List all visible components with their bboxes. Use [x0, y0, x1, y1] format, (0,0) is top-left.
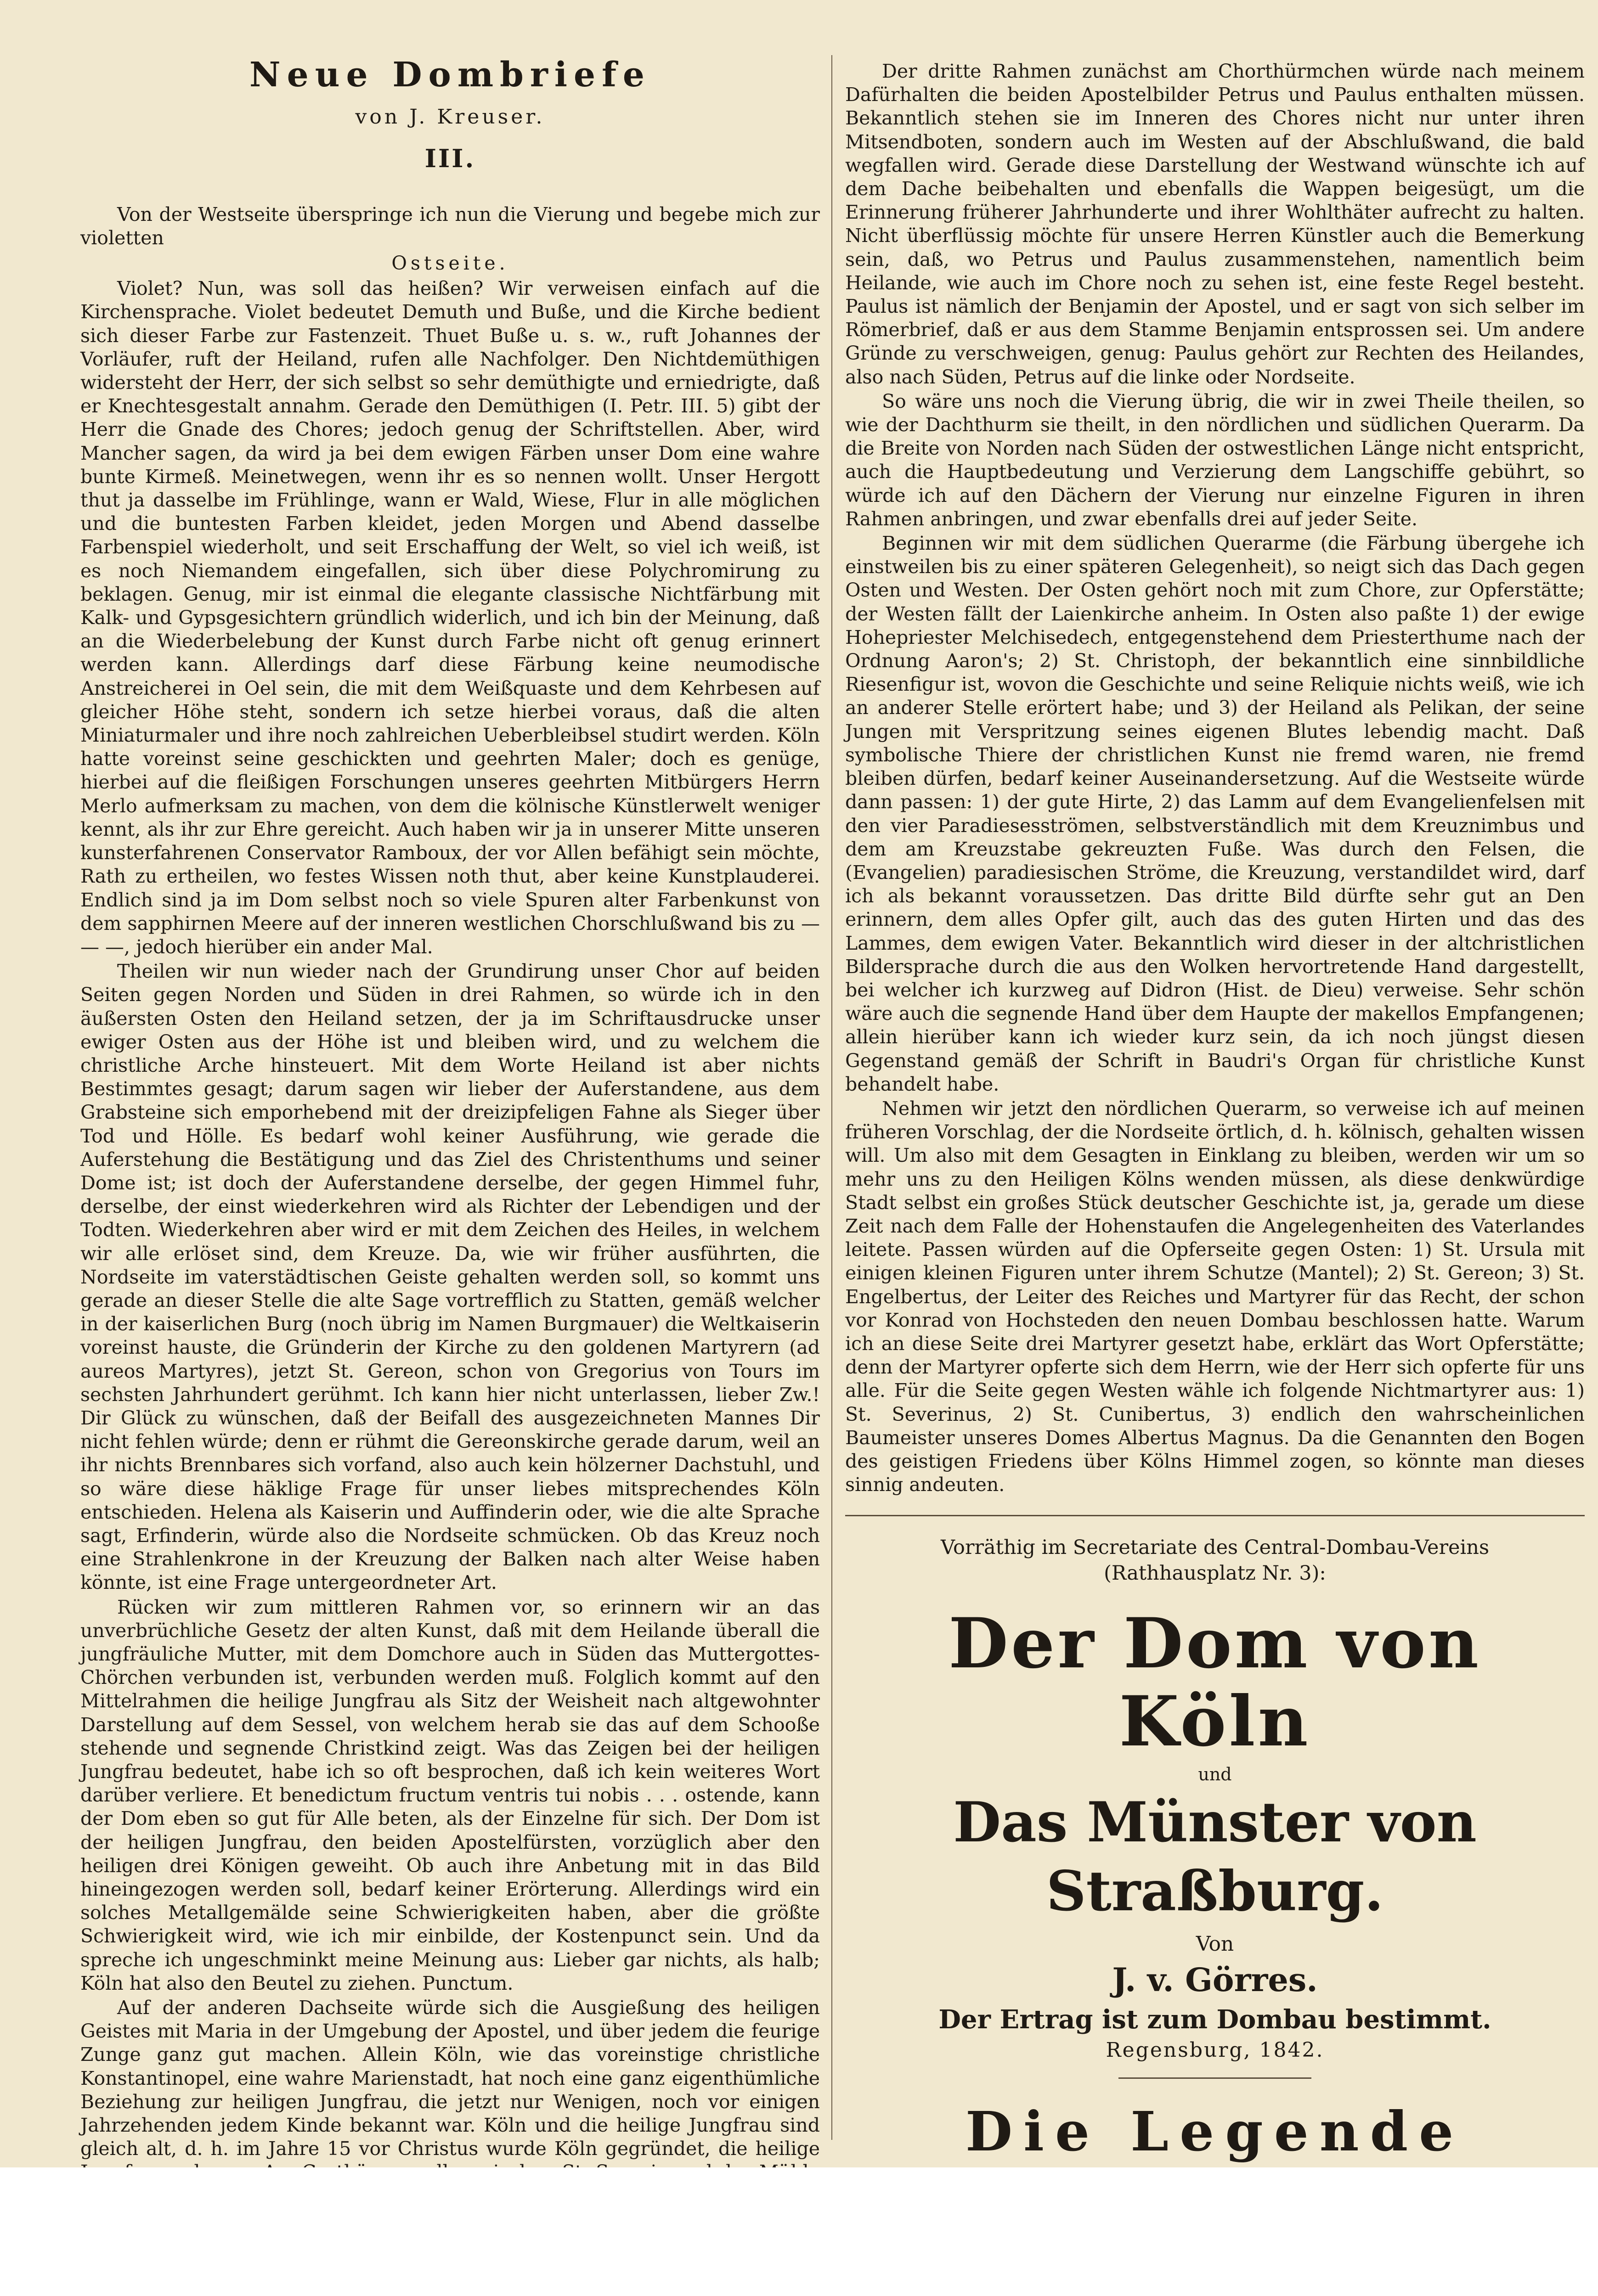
- paragraph: Theilen wir nun wieder nach der Grundirung unser Chor auf beiden Seiten gegen Norden und Süden in drei Rahmen, so würde ich in den äußersten Osten den Heiland setzen, der ja im Schriftausdrucke unser ewiger Osten aus der Höhe ist und bleiben wird, und zu welchem die christliche Arche hinsteuert. Mit dem Worte Heiland ist aber nichts Bestimmtes gesagt; darum sagen wir lieber der Auferstandene, aus dem Grabsteine sich emporhebend mit der dreizipfeligen Fahne als Sieger über Tod und Hölle. Es bedarf wohl keiner Ausführung, wie gerade die Auferstehung die Bestätigung und das Ziel des Christenthums und seiner Dome ist; ist doch der Auferstandene derselbe, der gegen Himmel fuhr, derselbe, der einst wiederkehren wird als Richter der Lebendigen und der Todten. Wiederkehren aber wird er mit dem Zeichen des Heiles, in welchem wir alle erlöset sind, dem Kreuze. Da, wie wir früher ausführten, die Nordseite im vaterstädtischen Geiste gehalten werden soll, so kommt uns gerade an dieser Stelle die alte Sage vortrefflich zu Statten, gemäß welcher in der kaiserlichen Burg (noch übrig im Namen Burgmauer) die Weltkaiserin voreinst hauste, die Gründerin der Kirche zu den goldenen Martyrern (ad aureos Martyres), jetzt St. Gereon, schon von Gregorius von Tours im sechsten Jahrhundert gerühmt. Ich kann hier nicht unterlassen, lieber Zw.! Dir Glück zu wünschen, daß der Beifall des ausgezeichneten Mannes Dir nicht fehlen würde; denn er rühmt die Gereonskirche gerade darum, weil an ihr nichts Brennbares sich vorfand, also auch kein hölzerner Dachstuhl, und so wäre diese häklige Frage für unser liebes mitsprechendes Köln entschieden. Helena als Kaiserin und Auffinderin oder, wie die alte Sprache sagt, Erfinderin, würde also die Nordseite schmücken. Ob das Kreuz noch eine Strahlenkrone in der Kreuzung der Balken nach alter Weise haben könnte, ist eine Frage untergeordneter Art.: [80, 960, 820, 1594]
- paragraph: Nehmen wir jetzt den nördlichen Querarm, so verweise ich auf meinen früheren Vorschlag, der die Nordseite örtlich, d. h. kölnisch, gehalten wissen will. Um also mit dem Gesagten in Einklang zu bleiben, werden wir um so mehr uns zu den Heiligen Kölns wenden müssen, als diese denkwürdige Stadt selbst ein großes Stück deutscher Geschichte ist, ja, gerade um diese Zeit nach dem Falle der Hohenstaufen die Angelegenheiten des Vaterlandes leitete. Passen würden auf die Opferseite gegen Osten: 1) St. Ursula mit einigen kleinen Figuren unter ihrem Schutze (Mantel); 2) St. Gereon; 3) St. Engelbertus, der Leiter des Reiches und Martyrer für das Recht, der schon vor Konrad von Hochsteden den neuen Dombau beschlossen hatte. Warum ich an diese Seite drei Martyrer gesetzt habe, erklärt das Wort Opferstätte; denn der Martyrer opferte sich dem Herrn, wie der Herr sich opferte für uns alle. Für die Seite gegen Westen wähle ich folgende Nichtmartyrer aus: 1) St. Severinus, 2) St. Cunibertus, 3) endlich den wahrscheinlichen Baumeister unseres Domes Albertus Magnus. Da die Genannten den Bogen des geistigen Friedens über Kölns Himmel zogen, so könnte man dieses sinnig andeuten.: [845, 1097, 1585, 1496]
- ad-und: und: [1198, 1764, 1232, 1785]
- ad-intro-line: Vorräthig im Secretariate des Central-Dombau-Vereins: [940, 1536, 1490, 1559]
- section-subhead: Ostseite.: [391, 252, 509, 275]
- article-lead: Von der Westseite überspringe ich nun die Vierung und begebe mich zur violetten: [80, 203, 820, 249]
- ad-book1-note: Der Ertrag ist zum Dombau bestimmt.: [938, 2004, 1491, 2035]
- ad-intro-line: (Rathhausplatz Nr. 3):: [1104, 1562, 1326, 1585]
- ad-divider: [1118, 2077, 1311, 2079]
- article-title: Neue Dombriefe: [249, 55, 651, 95]
- ad-book1-author: J. v. Görres.: [1112, 1961, 1318, 1999]
- viewer-footer: [0, 2167, 1598, 2296]
- section-rule: [845, 1515, 1585, 1516]
- paragraph: Violet? Nun, was soll das heißen? Wir verweisen einfach auf die Kirchensprache. Violet bedeutet Demuth und Buße, und die Kirche bedient sich dieser Farbe zur Fastenzeit. Thuet Buße u. s. w., ruft Johannes der Vorläufer, ruft der Heiland, rufen alle Nachfolger. Den Nichtdemüthigen widersteht der Herr, der sich selbst so sehr demüthigte und erniedrigte, daß er Knechtesgestalt annahm. Gerade den Demüthigen (I. Petr. III. 5) gibt der Herr die Gnade des Chores; jedoch genug der Schriftstellen. Aber, wird Mancher sagen, da wird ja bei dem ewigen Färben unser Dom eine wahre bunte Kirmeß. Meinetwegen, wenn ihr es so nennen wollt. Unser Hergott thut ja dasselbe im Frühlinge, wann er Wald, Wiese, Flur in alle möglichen und die buntesten Farben kleidet, jeden Morgen und Abend dasselbe Farbenspiel wiederholt, und seit Erschaffung der Welt, so viel ich weiß, ist es noch Niemandem eingefallen, sich über diese Polychromirung zu beklagen. Genug, mir ist einmal die elegante classische Nichtfärbung mit Kalk- und Gypsgesichtern gründlich widerlich, und ich bin der Meinung, daß an die Wiederbelebung der Kunst durch Farbe nicht oft genug erinnert werden kann. Allerdings darf diese Färbung keine neumodische Anstreicherei in Oel sein, die mit dem Weißquaste und dem Kehrbesen auf gleicher Höhe steht, sondern ich setze hierbei voraus, daß die alten Miniaturmaler und ihre noch zahlreichen Ueberbleibsel studirt werden. Köln hatte voreinst seine geschickten und geehrten Maler; doch es genüge, hierbei auf die fleißigen Forschungen unseres geehrten Mitbürgers Herrn Merlo aufmerksam zu machen, von dem die kölnische Künstlerwelt weniger kennt, als ihr zur Ehre gereicht. Auch haben wir ja in unserer Mitte unseren kunsterfahrenen Conservator Ramboux, der vor Allen befähigt sein möchte, Rath zu ertheilen, wo festes Wissen noth thut, aber keine Kunstplauderei. Endlich sind ja im Dom selbst noch so viele Spuren alter Farbenkunst von dem sapphirnen Meere auf der inneren westlichen Chorschlußwand bis zu — — —, jedoch hierüber ein ander Mal.: [80, 277, 820, 958]
- right-column: [845, 60, 1585, 2296]
- ad-book2-title1: Die Legende: [965, 2099, 1465, 2164]
- paragraph: Beginnen wir mit dem südlichen Querarme (die Färbung übergehe ich einstweilen bis zu einer späteren Gelegenheit), so neigt sich das Dach gegen Osten und Westen. Der Osten gehört noch mit zum Chore, zur Opferstätte; der Westen fällt der Laienkirche anheim. In Osten also paßte 1) der ewige Hohepriester Melchisedech, entgegenstehend dem Priesterthume nach der Ordnung Aaron's; 2) St. Christoph, der bekanntlich eine sinnbildliche Riesenfigur ist, wovon die Geschichte und seine Reliquie nichts weiß, wie ich an anderer Stelle erörtert habe; und 3) der Heiland als Pelikan, der seine Jungen mit Verspritzung seines eigenen Blutes lebendig macht. Daß symbolische Thiere der christlichen Kunst nie fremd waren, nie fremd bleiben dürfen, bedarf keiner Auseinandersetzung. Auf die Westseite würde dann passen: 1) der gute Hirte, 2) das Lamm auf dem Evangelienfelsen mit den vier Paradiesesströmen, selbstverständlich mit dem Kreuznimbus und dem am Kreuzstabe gekreuzten Fuße. Was durch den Felsen, die (Evangelien) paradiesischen Ströme, die Kreuzung, verstandildet wird, darf ich als bekannt voraussetzen. Das dritte Bild dürfte sehr gut an Den erinnern, dem alles Opfer gilt, auch das des guten Hirten und das des Lammes, dem ewigen Vater. Bekanntlich wird dieser in der altchristlichen Bildersprache durch die aus den Wolken hervortretende Hand dargestellt, bei welcher ich kurzweg auf Didron (Hist. de Dieu) verweise. Sehr schön wäre auch die segnende Hand über dem Haupte der makellos Empfangenen; allein hierüber kann ich wieder kurz sein, da ich noch jüngst diesen Gegenstand gemäß der Schrift in Baudri's Organ für christliche Kunst behandelt habe.: [845, 532, 1585, 1095]
- paragraph: Rücken wir zum mittleren Rahmen vor, so erinnern wir an das unverbrüchliche Gesetz der alten Kunst, daß mit dem Heilande überall die jungfräuliche Mutter, mit dem Domchore auch in Süden das Muttergottes-Chörchen verbunden ist, verbunden werden muß. Folglich kommt auf den Mittelrahmen die heilige Jungfrau als Sitz der Weisheit nach altgewohnter Darstellung auf dem Sessel, von welchem herab sie das auf dem Schooße stehende und segnende Christkind zeigt. Was das Zeigen bei der heiligen Jungfrau bedeutet, habe ich so oft besprochen, daß ich kein weiteres Wort darüber verliere. Et benedictum fructum ventris tui nobis . . . ostende, kann der Dom eben so gut für Alle beten, als der Einzelne für sich. Der Dom ist der heiligen Jungfrau, den beiden Apostelfürsten, vorzüglich aber den heiligen drei Königen geweiht. Ob auch ihre Anbetung mit in das Bild hineingezogen werden soll, bedarf keiner Erörterung. Allerdings wird ein solches Metallgemälde seine Schwierigkeiten haben, aber die größte Schwierigkeit wird, wie ich mir einbilde, der Kostenpunct sein. Und da spreche ich ungeschminkt meine Meinung aus: Lieber gar nichts, als halb; Köln hat also den Beutel zu ziehen. Punctum.: [80, 1596, 820, 1994]
- ad-von: Von: [1196, 1932, 1234, 1956]
- column-divider: [831, 55, 832, 2140]
- left-column: [80, 55, 820, 2160]
- ad-book1-place: Regensburg, 1842.: [1106, 2038, 1324, 2062]
- ad-intro: [845, 1535, 1585, 1586]
- ad-book1-title: Der Dom von Köln: [948, 1603, 1482, 1762]
- paragraph: Der dritte Rahmen zunächst am Chorthürmchen würde nach meinem Dafürhalten die beiden Apostelbilder Petrus und Paulus enthalten müssen. Bekanntlich stehen sie im Inneren des Chores nicht nur unter ihren Mitsendboten, sondern auch im Westen auf der Abschlußwand, die bald wegfallen wird. Gerade diese Darstellung der Westwand wünschte ich auf dem Dache beibehalten und ebenfalls die Wappen beigesügt, um die Erinnerung früherer Jahrhunderte und ihrer Wohlthäter aufrecht zu halten. Nicht überflüssig möchte für unsere Herren Künstler auch die Bemerkung sein, daß, wo Petrus und Paulus zusammenstehen, namentlich beim Heilande, wie auch im Chore noch zu sehen ist, eine feste Regel besteht. Paulus ist nämlich der Benjamin der Apostel, und er sagt von sich selber im Römerbrief, daß er aus dem Stamme Benjamin entsprossen sei. Um andere Gründe zu verschweigen, genug: Paulus gehört zur Rechten des Heilandes, also nach Süden, Petrus auf die linke oder Nordseite.: [845, 60, 1585, 388]
- article-author: von J. Kreuser.: [355, 105, 545, 129]
- ad-book1-title2: Das Münster von Straßburg.: [953, 1790, 1477, 1924]
- paragraph: So wäre uns noch die Vierung übrig, die wir in zwei Theile theilen, so wie der Dachthurm sie theilt, in den nördlichen und südlichen Querarm. Da die Breite von Norden nach Süden der ostwestlichen Länge nicht entspricht, auch die Hauptbedeutung und Verzierung dem Langschiffe gebührt, so würde ich auf den Dächern der Vierung nur einzelne Figuren in ihren Rahmen anbringen, und zwar ebenfalls drei auf jeder Seite.: [845, 390, 1585, 530]
- paragraph: Auf der anderen Dachseite würde sich die Ausgießung des heiligen Geistes mit Maria in der Umgebung der Apostel, und über jedem die feurige Zunge ganz gut machen. Allein Köln, wie das voreinstige christliche Konstantinopel, eine wahre Marienstadt, hat noch eine ganz eigenthümliche Beziehung zur heiligen Jungfrau, die jetzt nur Wenigen, noch vor einigen Jahrzehenden jedem Kinde bekannt war. Köln und die heilige Jungfrau sind gleich alt, d. h. im Jahre 15 vor Christus wurde Köln gegründet, die heilige: [80, 1997, 820, 2160]
- article-number: III.: [424, 144, 476, 174]
